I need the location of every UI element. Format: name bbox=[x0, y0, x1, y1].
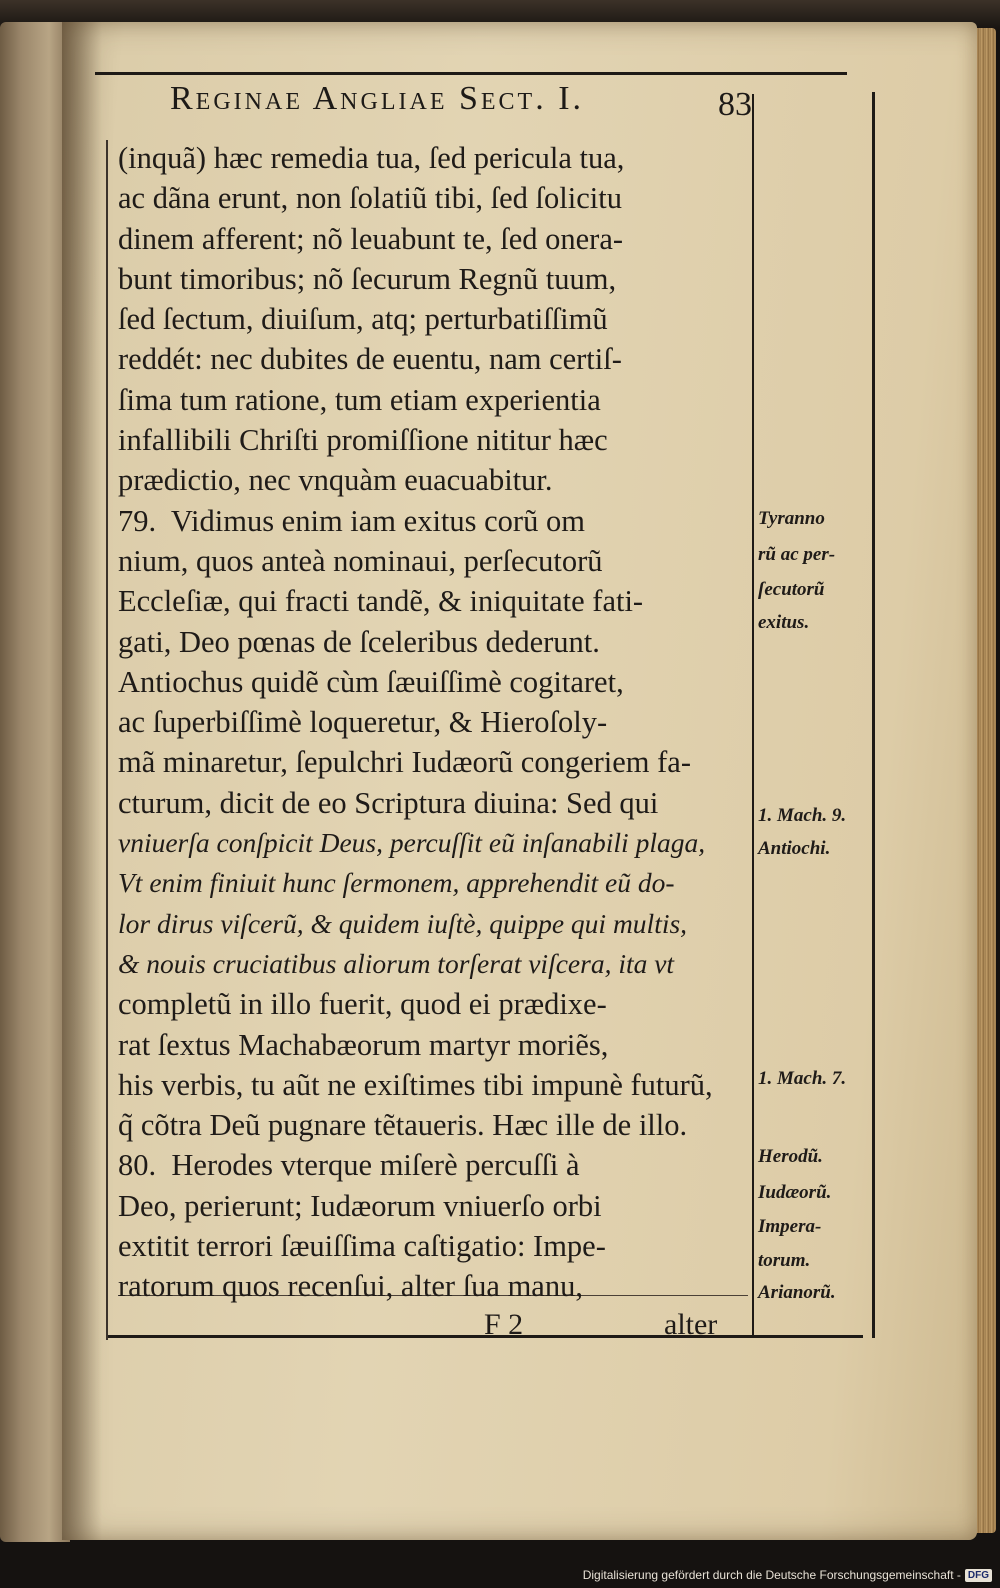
gutter-shadow bbox=[62, 22, 102, 1540]
quotation-line: Vt enim finiuit hunc ſermonem, apprehendit eũ do- bbox=[118, 867, 675, 899]
margin-divider-rule bbox=[752, 94, 754, 1338]
marginal-note: Impera- bbox=[758, 1216, 822, 1237]
text-line: Antiochus quidẽ cùm ſæuiſſimè cogitaret, bbox=[118, 664, 624, 699]
text-line: gati, Deo pœnas de ſceleribus dederunt. bbox=[118, 624, 600, 659]
marginal-note: Iudæorũ. bbox=[758, 1182, 832, 1203]
text-line: mã minaretur, ſepulchri Iudæorũ congeriem fa- bbox=[118, 745, 691, 780]
digitization-credit bbox=[583, 1568, 992, 1582]
text-line: ac dãna erunt, non ſolatiũ tibi, ſed ſolicitu bbox=[118, 181, 622, 216]
quotation-line: vniuerſa conſpicit Deus, percuſſit eũ inſanabili plaga, bbox=[118, 827, 706, 859]
text-line: Deo, perierunt; Iudæorum vniuerſo orbi bbox=[118, 1188, 602, 1223]
text-line: cturum, dicit de eo Scriptura diuina: Sed qui bbox=[118, 785, 659, 820]
marginal-note: Antiochi. bbox=[758, 838, 831, 859]
page-number: 83 bbox=[718, 86, 752, 123]
text-line: Eccleſiæ, qui fracti tandẽ, & iniquitate fati- bbox=[118, 584, 644, 619]
text-line: ſima tum ratione, tum etiam experientia bbox=[118, 382, 601, 417]
text-line: (inquã) hæc remedia tua, ſed pericula tua, bbox=[118, 141, 625, 175]
facing-page-edge bbox=[0, 22, 70, 1542]
text-line: ac ſuperbiſſimè loqueretur, & Hieroſoly- bbox=[118, 705, 608, 740]
running-head: Reginae Angliae Sect. I. bbox=[170, 80, 585, 117]
text-line: nium, quos anteà nominaui, perſecutorũ bbox=[118, 543, 603, 578]
marginal-note: 1. Mach. 9. bbox=[758, 805, 847, 826]
marginal-note: Herodũ. bbox=[758, 1146, 823, 1167]
text-line: bunt timoribus; nõ ſecurum Regnũ tuum, bbox=[118, 261, 617, 296]
text-line: completũ in illo fuerit, quod ei prædixe- bbox=[118, 987, 607, 1022]
marginal-note: ſecutorũ bbox=[758, 579, 825, 600]
text-line: prædictio, nec vnquàm euacuabitur. bbox=[118, 463, 553, 498]
text-line: dinem afferent; nõ leuabunt te, ſed onera- bbox=[118, 221, 624, 256]
credit-text: Digitalisierung gefördert durch die Deutsche Forschungsgemeinschaft - bbox=[582, 1568, 961, 1582]
text-line: extitit terrori ſæuiſſima caſtigatio: Impe- bbox=[118, 1229, 606, 1264]
marginal-note: 1. Mach. 7. bbox=[758, 1068, 847, 1089]
paragraph-80-start: 80. Herodes vterque miſerè percuſſi à bbox=[118, 1148, 580, 1183]
paragraph-79-start: 79. Vidimus enim iam exitus corũ om bbox=[118, 503, 585, 538]
text-line: q̃ cõtra Deũ pugnare tẽtaueris. Hæc ille de illo. bbox=[118, 1108, 688, 1143]
frame-top-rule bbox=[95, 72, 847, 75]
marginal-note: rũ ac per- bbox=[758, 544, 836, 565]
marginal-note: torum. bbox=[758, 1250, 811, 1271]
marginal-note: Tyranno bbox=[758, 508, 825, 529]
marginal-note: exitus. bbox=[758, 612, 810, 633]
text-line: rat ſextus Machabæorum martyr moriẽs, bbox=[118, 1027, 609, 1062]
text-line: ratorum quos recenſui, alter ſua manu, bbox=[118, 1269, 583, 1304]
text-line: reddét: nec dubites de euentu, nam certiſ- bbox=[118, 342, 622, 377]
catchword: alter bbox=[664, 1308, 718, 1341]
text-line: ſed ſectum, diuiſum, atq; perturbatiſſimũ bbox=[118, 302, 608, 337]
dfg-logo-icon: DFG bbox=[965, 1569, 992, 1582]
main-text-block bbox=[118, 138, 750, 1307]
marginal-note: Arianorũ. bbox=[758, 1282, 836, 1303]
frame-left-rule bbox=[106, 140, 108, 1340]
signature-mark: F 2 bbox=[484, 1308, 524, 1341]
frame-right-rule bbox=[872, 92, 875, 1338]
quotation-line: & nouis cruciatibus aliorum torſerat viſcera, ita vt bbox=[118, 947, 675, 979]
quotation-line: lor dirus viſcerũ, & quidem iuſtè, quippe qui multis, bbox=[118, 907, 688, 939]
text-line: infallibili Chriſti promiſſione nititur hæc bbox=[118, 423, 608, 458]
text-line: his verbis, tu aũt ne exiſtimes tibi impunè futurũ, bbox=[118, 1067, 713, 1102]
